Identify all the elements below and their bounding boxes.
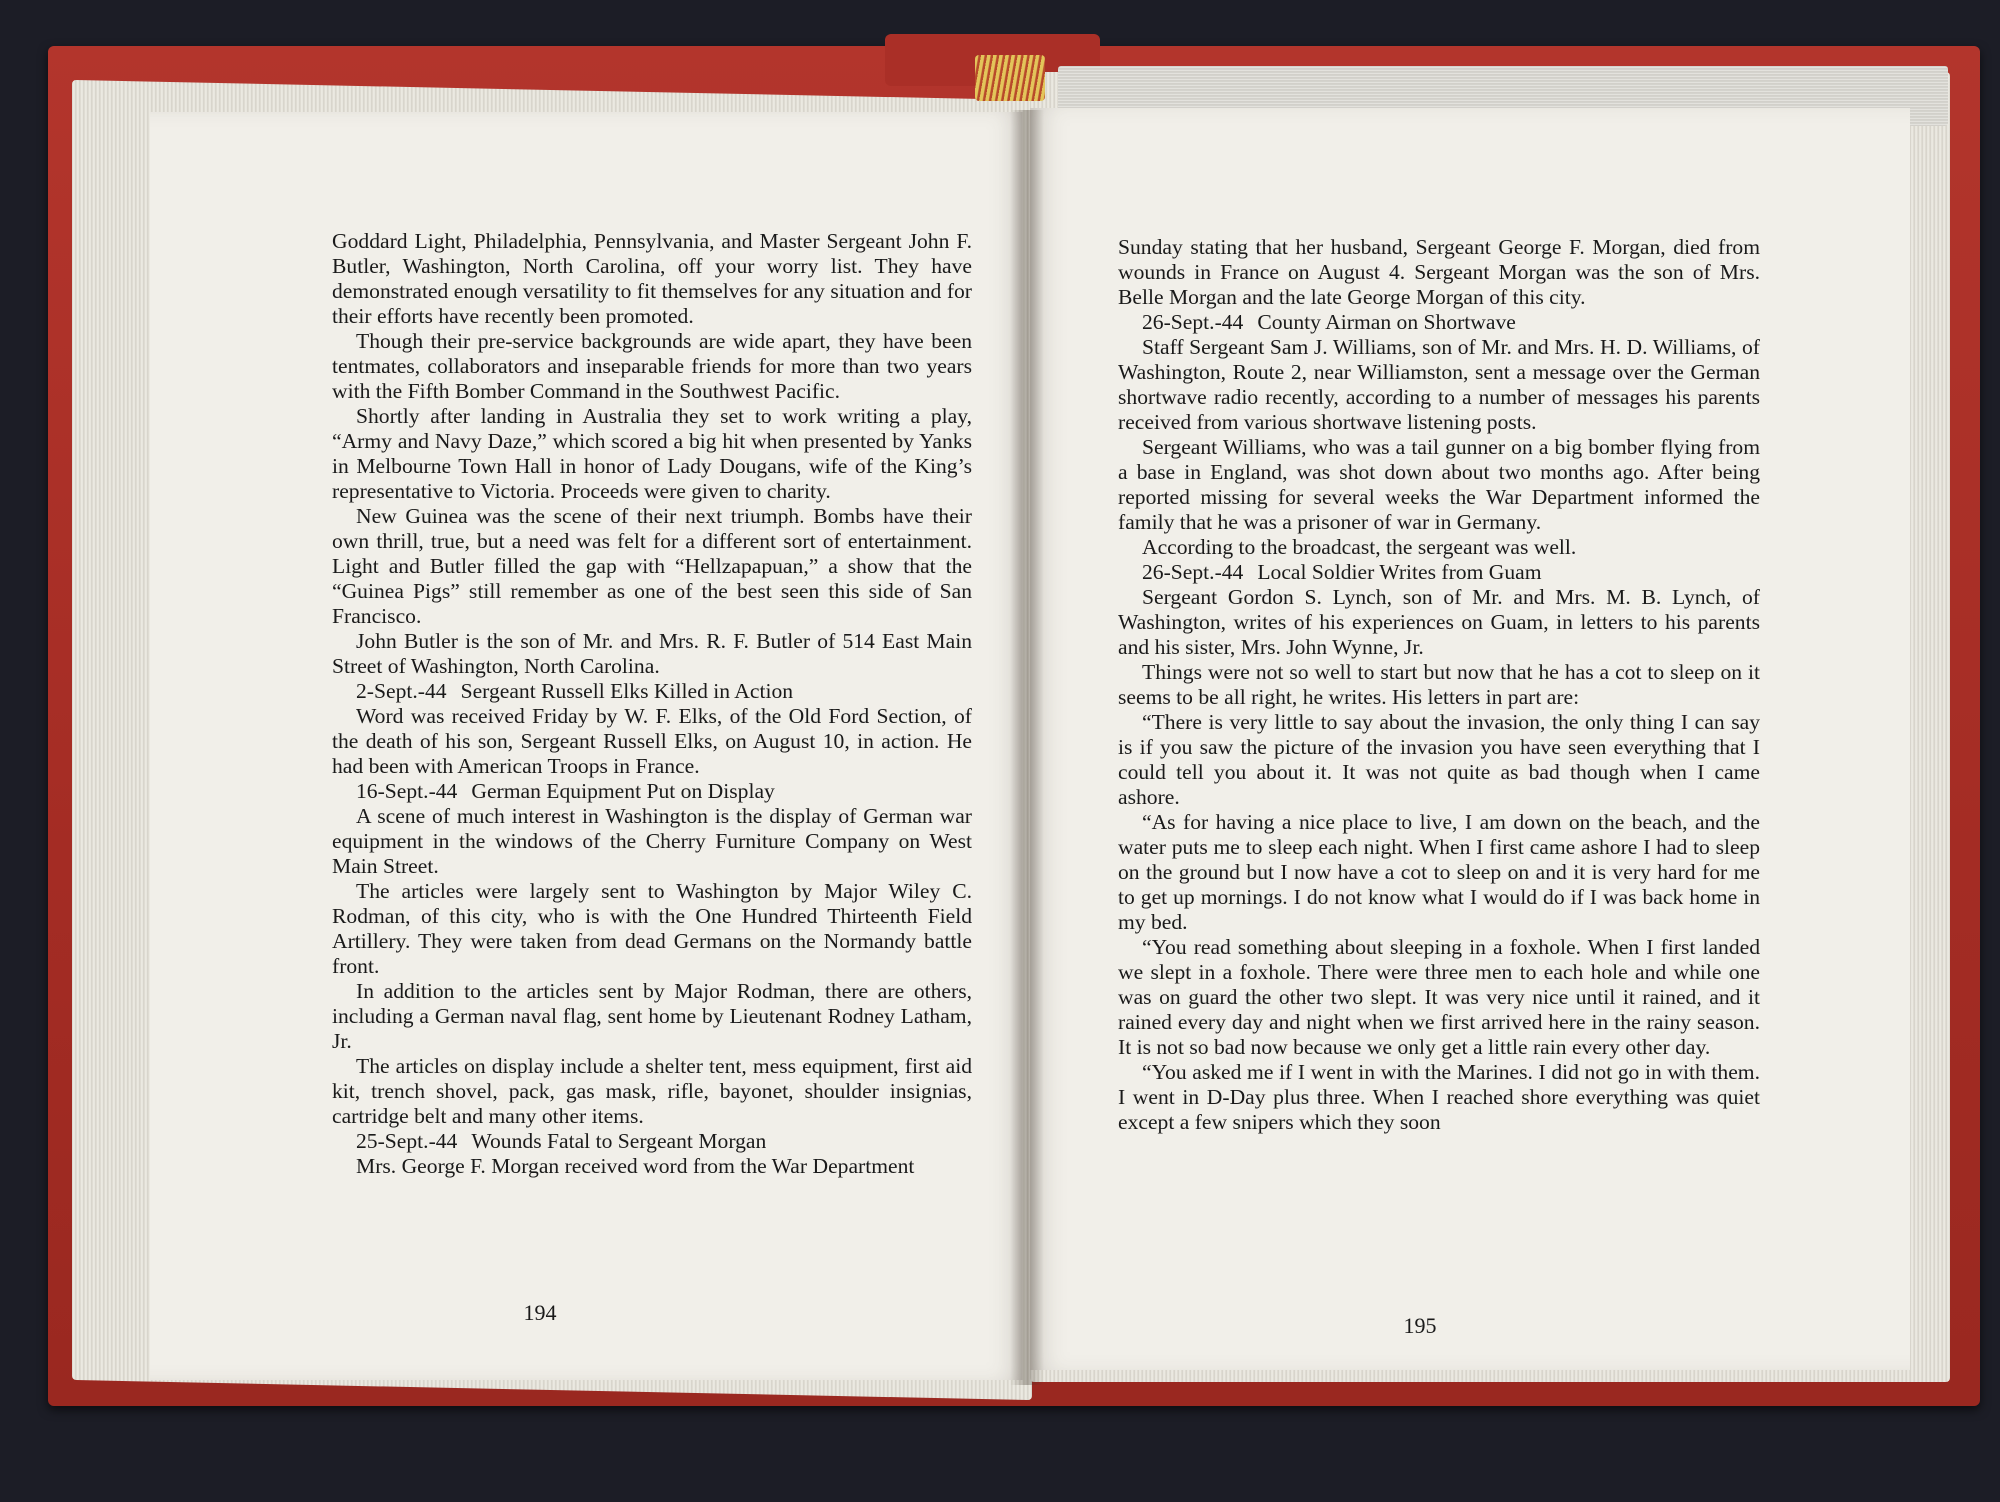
continued-paragraph: Goddard Light, Philadelphia, Pennsylvania, and Master Sergeant John F. Butler, Washington, North Carolina, off your worry list. They have demonstrated enough versatility to fit themselves for any situation and for their efforts have recently been promoted. <box>332 229 972 328</box>
page-number: 194 <box>523 1300 557 1325</box>
body-paragraph: Though their pre-service backgrounds are wide apart, they have been tentmates, collaborators and inseparable friends for more than two years with the Fifth Bomber Command in the Southwest Pacific. <box>332 329 972 403</box>
body-paragraph: Staff Sergeant Sam J. Williams, son of Mr. and Mrs. H. D. Williams, of Washington, Route 2, near Williamston, sent a message over the German shortwave radio recently, according to a number of messages his parents received from various shortwave listening posts. <box>1118 335 1760 434</box>
body-paragraph: The articles were largely sent to Washington by Major Wiley C. Rodman, of this city, who is with the One Hundred Thirteenth Field Artillery. They were taken from dead Germans on the Normandy battle front. <box>332 879 972 978</box>
entry-heading <box>1118 310 1760 335</box>
body-paragraph: In addition to the articles sent by Major Rodman, there are others, including a German naval flag, sent home by Lieutenant Rodney Latham, Jr. <box>332 979 972 1053</box>
entry-heading <box>332 779 972 804</box>
body-paragraph: Word was received Friday by W. F. Elks, of the Old Ford Section, of the death of his son, Sergeant Russell Elks, on August 10, in action. He had been with American Troops in France. <box>332 704 972 778</box>
body-paragraph: “You asked me if I went in with the Marines. I did not go in with them. I went in D-Day plus three. When I reached shore everything was quiet except a few snipers which they soon <box>1118 1060 1760 1134</box>
body-paragraph: According to the broadcast, the sergeant was well. <box>1142 535 1577 559</box>
entry-title: Local Soldier Writes from Guam <box>1257 560 1542 584</box>
page-number: 195 <box>1403 1313 1437 1338</box>
left-page-text <box>332 229 972 1179</box>
bookmark-ribbon <box>975 55 1045 101</box>
body-paragraph: “As for having a nice place to live, I am down on the beach, and the water puts me to sleep each night. When I first came ashore I had to sleep on the ground but I now have a cot to sleep on and it is very hard for me to get up mornings. I do not know what I would do if I was back home in my bed. <box>1118 810 1760 934</box>
entry-date: 25-Sept.-44 <box>356 1129 458 1153</box>
body-paragraph: Sergeant Williams, who was a tail gunner on a big bomber flying from a base in England, was shot down about two months ago. After being reported missing for several weeks the War Department informed the family that he was a prisoner of war in Germany. <box>1118 435 1760 534</box>
entry-title: Wounds Fatal to Sergeant Morgan <box>471 1129 767 1153</box>
book-gutter <box>1010 110 1044 1385</box>
body-paragraph: New Guinea was the scene of their next triumph. Bombs have their own thrill, true, but a need was felt for a different sort of entertainment. Light and Butler filled the gap with “Hellzapapuan,” a show that the “Guinea Pigs” still remember as one of the best seen this side of San Francisco. <box>332 504 972 628</box>
entry-date: 26-Sept.-44 <box>1142 310 1244 334</box>
body-paragraph: Mrs. George F. Morgan received word from the War Department <box>356 1154 915 1178</box>
continued-paragraph: Sunday stating that her husband, Sergeant George F. Morgan, died from wounds in France on August 4. Sergeant Morgan was the son of Mrs. Belle Morgan and the late George Morgan of this city. <box>1118 235 1760 309</box>
entry-title: County Airman on Shortwave <box>1257 310 1516 334</box>
entry-heading <box>332 679 972 704</box>
entry-title: Sergeant Russell Elks Killed in Action <box>460 679 794 703</box>
right-page-text <box>1118 235 1760 1135</box>
entry-date: 26-Sept.-44 <box>1142 560 1244 584</box>
body-paragraph: Shortly after landing in Australia they set to work writing a play, “Army and Navy Daze,” which scored a big hit when presented by Yanks in Melbourne Town Hall in honor of Lady Dougans, wife of the King’s representative to Victoria. Proceeds were given to charity. <box>332 404 972 503</box>
entry-heading <box>332 1129 972 1154</box>
entry-heading <box>1118 560 1760 585</box>
right-page <box>1030 108 1910 1370</box>
body-paragraph: John Butler is the son of Mr. and Mrs. R. F. Butler of 514 East Main Street of Washington, North Carolina. <box>332 629 972 678</box>
entry-date: 2-Sept.-44 <box>356 679 447 703</box>
body-paragraph: “There is very little to say about the invasion, the only thing I can say is if you saw the picture of the invasion you have seen everything that I could tell you about it. It was not quite as bad though when I came ashore. <box>1118 710 1760 809</box>
entry-title: German Equipment Put on Display <box>471 779 775 803</box>
body-paragraph: Sergeant Gordon S. Lynch, son of Mr. and Mrs. M. B. Lynch, of Washington, writes of his experiences on Guam, in letters to his parents and his sister, Mrs. John Wynne, Jr. <box>1118 585 1760 659</box>
body-paragraph: “You read something about sleeping in a foxhole. When I first landed we slept in a foxhole. There were three men to each hole and while one was on guard the other two slept. It was very nice until it rained, and it rained every day and night when we first arrived here in the rainy season. It is not so bad now because we only get a little rain every other day. <box>1118 935 1760 1059</box>
body-paragraph: The articles on display include a shelter tent, mess equipment, first aid kit, trench shovel, pack, gas mask, rifle, bayonet, shoulder insignias, cartridge belt and many other items. <box>332 1054 972 1128</box>
body-paragraph: A scene of much interest in Washington is the display of German war equipment in the windows of the Cherry Furniture Company on West Main Street. <box>332 804 972 878</box>
left-page <box>150 112 1023 1380</box>
entry-date: 16-Sept.-44 <box>356 779 458 803</box>
body-paragraph: Things were not so well to start but now that he has a cot to sleep on it seems to be all right, he writes. His letters in part are: <box>1118 660 1760 709</box>
